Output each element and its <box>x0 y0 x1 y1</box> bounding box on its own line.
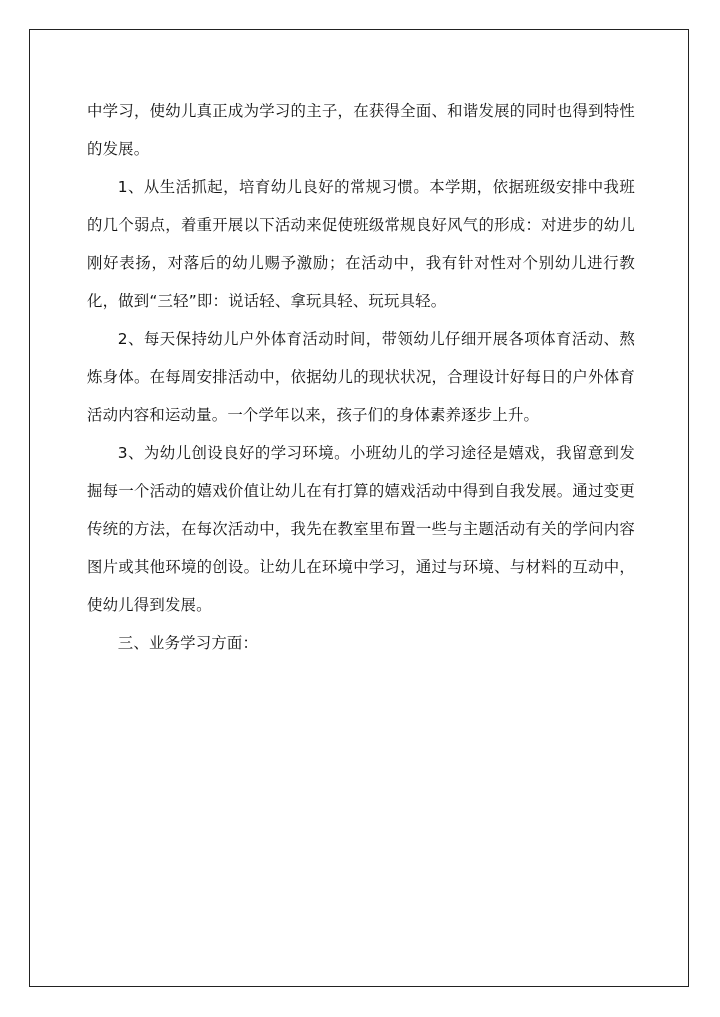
paragraph-item-1: 1、从生活抓起，培育幼儿良好的常规习惯。本学期，依据班级安排中我班的几个弱点，着重开展以下活动来促使班级常规良好风气的形成：对进步的幼儿刚好表扬，对落后的幼儿赐予激励；在活动中，我有针对性对个别幼儿进行教化，做到“三轻”即：说话轻、拿玩具轻、玩玩具轻。 <box>87 178 635 310</box>
paragraph-continuation: 中学习，使幼儿真正成为学习的主子，在获得全面、和谐发展的同时也得到特性的发展。 <box>87 102 635 158</box>
section-heading: 三、业务学习方面： <box>117 634 259 652</box>
paragraph-item-3: 3、为幼儿创设良好的学习环境。小班幼儿的学习途径是嬉戏，我留意到发掘每一个活动的嬉戏价值让幼儿在有打算的嬉戏活动中得到自我发展。通过变更传统的方法，在每次活动中，我先在教室里布置一些与主题活动有关的学问内容图片或其他环境的创设。让幼儿在环境中学习，通过与环境、与材料的互动中，使幼儿得到发展。 <box>87 444 635 614</box>
document-body <box>87 92 635 662</box>
paragraph-item-2: 2、每天保持幼儿户外体育活动时间，带领幼儿仔细开展各项体育活动、熬炼身体。在每周安排活动中，依据幼儿的现状状况，合理设计好每日的户外体育活动内容和运动量。一个学年以来，孩子们的身体素养逐步上升。 <box>87 330 635 424</box>
